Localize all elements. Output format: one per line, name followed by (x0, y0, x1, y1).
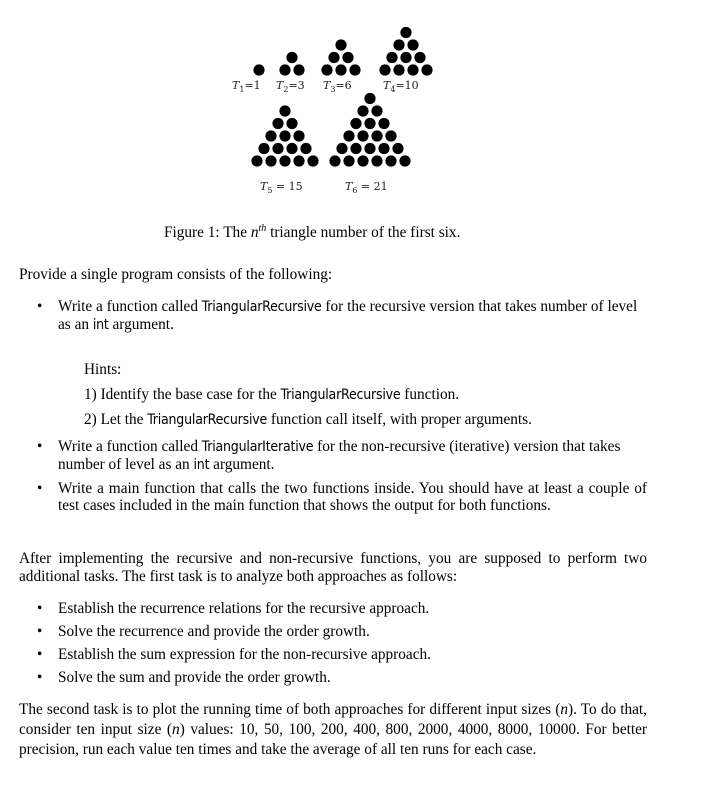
task-2: • Solve the recurrence and provide the order growth. (58, 623, 647, 640)
dot (357, 155, 368, 166)
hints-title: Hints: (84, 361, 122, 378)
dot (400, 27, 411, 38)
dot (328, 52, 339, 63)
dot (279, 64, 290, 75)
dot (350, 118, 361, 129)
hint-1: 1) Identify the base case for the TriangularRecursive function. (84, 386, 460, 403)
label-t2: $T_2=3$ (276, 79, 305, 95)
label-t5: $T_5 = 15$ (260, 180, 303, 196)
dot (364, 93, 375, 104)
bullet-main: • Write a main function that calls the two functions inside. You should have at least a couple of test cases included in the main function that shows the output for both functions. (58, 480, 647, 514)
dot (343, 130, 354, 141)
dot (336, 143, 347, 154)
label-t1: $T_1=1$ (232, 79, 261, 95)
label-t6: $T_6 = 21$ (345, 180, 388, 196)
dot (342, 52, 353, 63)
dot (400, 52, 411, 63)
label-t3: $T_3=6$ (323, 79, 352, 95)
dot (279, 105, 290, 116)
task-4: • Solve the sum and provide the order growth. (58, 669, 647, 686)
dot (378, 143, 389, 154)
dot (392, 143, 403, 154)
dot (349, 64, 360, 75)
dot (414, 52, 425, 63)
plot-task-text: The second task is to plot the running time of both approaches for different input sizes (n). To do that, consider ten input size (n) values: 10, 50, 100, 200, 400, 800, 2000, 4000, 8000, 10000. For better precision, run each value ten times and take the average of all ten runs for each case. (19, 701, 647, 758)
tasks-intro: After implementing the recursive and non-recursive functions, you are supposed to perform two additional tasks. The first task is to analyze both approaches as follows: (19, 550, 647, 585)
dot (293, 155, 304, 166)
dot (399, 155, 410, 166)
task-1: • Establish the recurrence relations for the recursive approach. (58, 600, 647, 617)
dot (371, 105, 382, 116)
dot (378, 118, 389, 129)
dot (258, 143, 269, 154)
dot (329, 155, 340, 166)
hint-2: 2) Let the TriangularRecursive function call itself, with proper arguments. (84, 411, 532, 428)
dot (364, 143, 375, 154)
bullet-recursive: • Write a function called TriangularRecursive for the recursive version that takes number of level as an int argument. (58, 298, 647, 334)
dot (407, 39, 418, 50)
dot (407, 64, 418, 75)
dot (293, 130, 304, 141)
dot (385, 155, 396, 166)
dot (386, 52, 397, 63)
dot (343, 155, 354, 166)
dot (293, 64, 304, 75)
dot (272, 118, 283, 129)
dot (300, 143, 311, 154)
dot (321, 64, 332, 75)
dot (364, 118, 375, 129)
dot (350, 143, 361, 154)
dot (385, 130, 396, 141)
triangle-3 (321, 39, 360, 75)
dot (421, 64, 432, 75)
dot (393, 64, 404, 75)
dot (371, 155, 382, 166)
dot (307, 155, 318, 166)
triangle-2 (279, 52, 304, 76)
triangle-1 (253, 64, 264, 75)
triangle-5 (251, 105, 318, 166)
dot (286, 143, 297, 154)
triangle-4 (379, 27, 432, 76)
dot (251, 155, 262, 166)
dot (265, 130, 276, 141)
task-3: • Establish the sum expression for the non-recursive approach. (58, 646, 647, 663)
dot (286, 52, 297, 63)
figure-caption: Figure 1: The $n^{th}$ triangle number of the first six. (164, 223, 461, 242)
dot (265, 155, 276, 166)
label-t4: $T_4=10$ (383, 79, 419, 95)
triangle-numbers-figure (0, 0, 713, 200)
bullet-iterative: • Write a function called TriangularIterative for the non-recursive (iterative) version that takes number of level as an int argument. (58, 438, 647, 474)
dot (279, 130, 290, 141)
dot (357, 105, 368, 116)
dot (357, 130, 368, 141)
dot (272, 143, 283, 154)
dot (379, 64, 390, 75)
dot (286, 118, 297, 129)
dot (335, 64, 346, 75)
dot (253, 64, 264, 75)
dot (393, 39, 404, 50)
triangle-6 (329, 93, 410, 167)
dot (335, 39, 346, 50)
intro-text: Provide a single program consists of the following: (19, 266, 333, 283)
dot (279, 155, 290, 166)
dot (371, 130, 382, 141)
